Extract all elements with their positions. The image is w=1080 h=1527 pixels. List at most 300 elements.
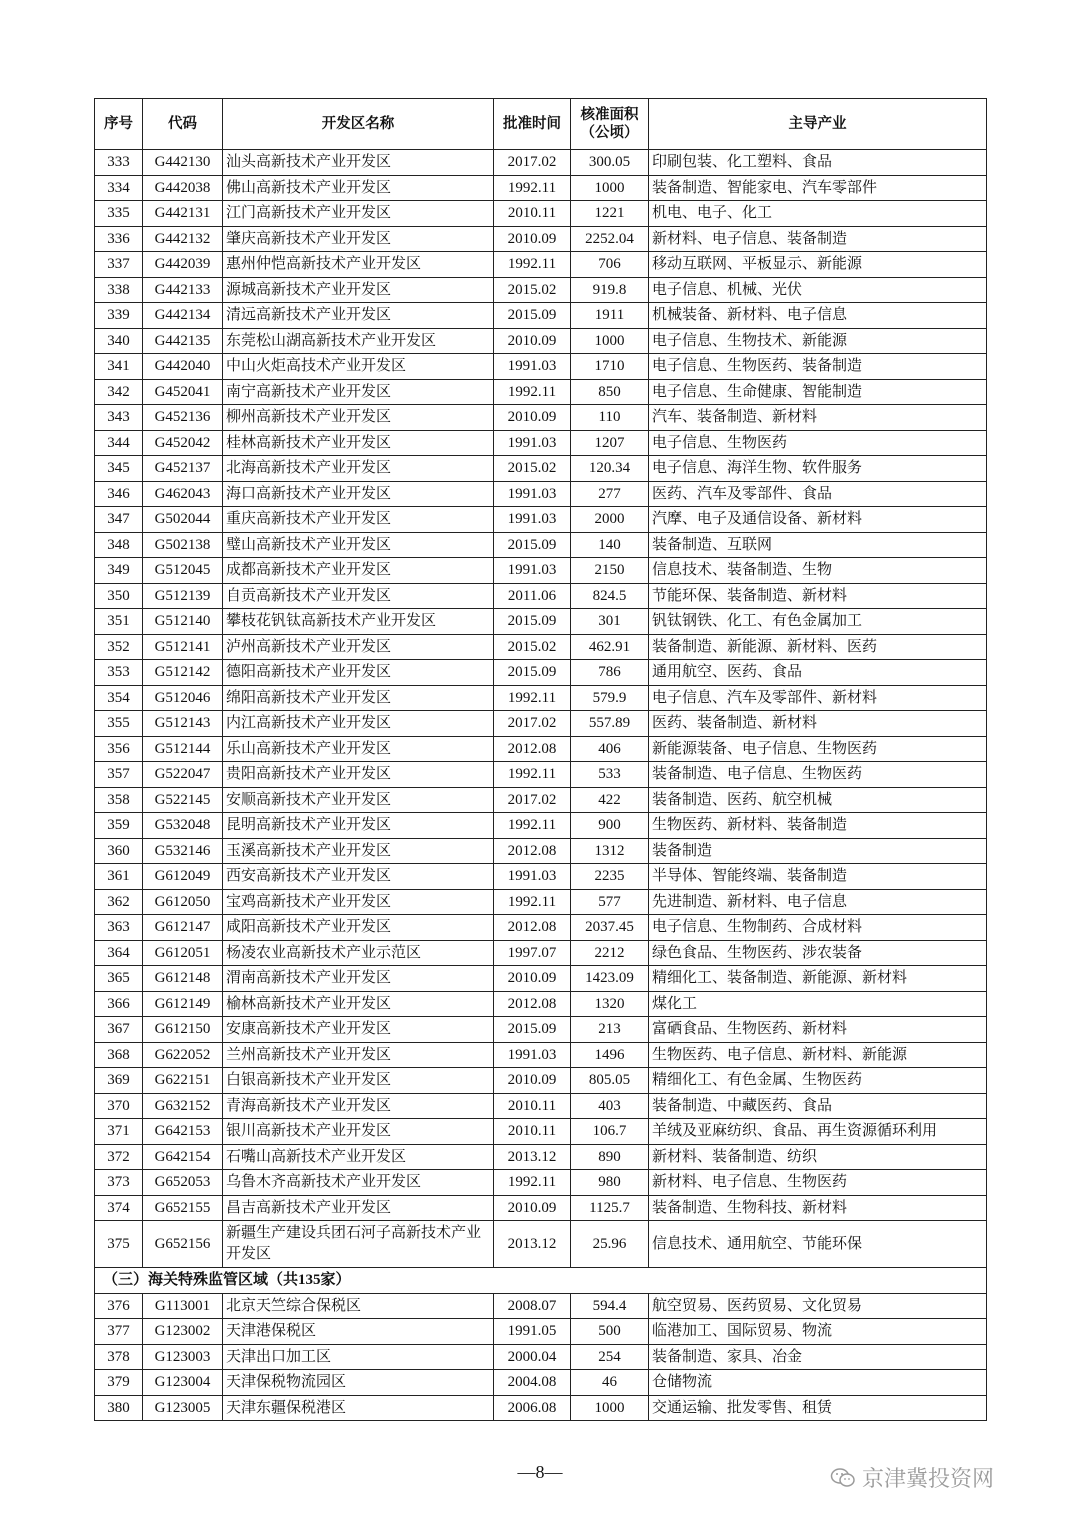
development-zone-table	[94, 98, 987, 1421]
cell-industry: 医药、装备制造、新材料	[649, 711, 987, 737]
cell-industry: 生物医药、电子信息、新材料、新能源	[649, 1042, 987, 1068]
cell-approval-date: 1991.03	[494, 558, 571, 584]
cell-area: 25.96	[571, 1221, 649, 1268]
cell-approval-date: 2010.09	[494, 226, 571, 252]
cell-index: 349	[95, 558, 143, 584]
cell-code: G123005	[143, 1395, 223, 1421]
cell-approval-date: 2015.09	[494, 609, 571, 635]
cell-index: 358	[95, 787, 143, 813]
table-row	[95, 150, 987, 176]
table-row	[95, 991, 987, 1017]
cell-approval-date: 1991.03	[494, 507, 571, 533]
table-row	[95, 813, 987, 839]
cell-approval-date: 2010.09	[494, 1195, 571, 1221]
cell-index: 348	[95, 532, 143, 558]
cell-code: G442135	[143, 328, 223, 354]
cell-zone-name: 桂林高新技术产业开发区	[223, 430, 494, 456]
cell-area: 1221	[571, 201, 649, 227]
cell-index: 343	[95, 405, 143, 431]
cell-approval-date: 2010.11	[494, 1093, 571, 1119]
table-header-row	[95, 99, 987, 150]
cell-index: 353	[95, 660, 143, 686]
cell-index: 372	[95, 1144, 143, 1170]
cell-industry: 新材料、电子信息、装备制造	[649, 226, 987, 252]
cell-industry: 精细化工、装备制造、新能源、新材料	[649, 966, 987, 992]
cell-approval-date: 1992.11	[494, 813, 571, 839]
cell-zone-name: 绵阳高新技术产业开发区	[223, 685, 494, 711]
cell-index: 371	[95, 1119, 143, 1145]
cell-industry: 节能环保、装备制造、新材料	[649, 583, 987, 609]
cell-index: 377	[95, 1319, 143, 1345]
table-row	[95, 1370, 987, 1396]
cell-code: G442038	[143, 175, 223, 201]
cell-area: 500	[571, 1319, 649, 1345]
cell-code: G512143	[143, 711, 223, 737]
cell-approval-date: 1997.07	[494, 940, 571, 966]
table-row	[95, 1119, 987, 1145]
cell-code: G612149	[143, 991, 223, 1017]
cell-approval-date: 2015.09	[494, 303, 571, 329]
cell-zone-name: 佛山高新技术产业开发区	[223, 175, 494, 201]
cell-code: G452041	[143, 379, 223, 405]
cell-code: G442133	[143, 277, 223, 303]
cell-area: 2000	[571, 507, 649, 533]
cell-approval-date: 2010.11	[494, 201, 571, 227]
cell-zone-name: 源城高新技术产业开发区	[223, 277, 494, 303]
table-row	[95, 226, 987, 252]
cell-industry: 半导体、智能终端、装备制造	[649, 864, 987, 890]
cell-approval-date: 2010.09	[494, 328, 571, 354]
cell-code: G632152	[143, 1093, 223, 1119]
header-approval-date: 批准时间	[494, 99, 571, 150]
cell-code: G652053	[143, 1170, 223, 1196]
cell-industry: 电子信息、生物医药	[649, 430, 987, 456]
cell-index: 380	[95, 1395, 143, 1421]
cell-area: 462.91	[571, 634, 649, 660]
cell-area: 850	[571, 379, 649, 405]
cell-index: 378	[95, 1344, 143, 1370]
cell-industry: 装备制造、新能源、新材料、医药	[649, 634, 987, 660]
cell-area: 2037.45	[571, 915, 649, 941]
page-number: —8—	[517, 1462, 563, 1482]
cell-index: 333	[95, 150, 143, 176]
table-row	[95, 1170, 987, 1196]
cell-code: G512141	[143, 634, 223, 660]
cell-code: G622052	[143, 1042, 223, 1068]
cell-industry: 医药、汽车及零部件、食品	[649, 481, 987, 507]
cell-zone-name: 泸州高新技术产业开发区	[223, 634, 494, 660]
cell-area: 120.34	[571, 456, 649, 482]
table-row	[95, 405, 987, 431]
cell-index: 364	[95, 940, 143, 966]
cell-code: G512144	[143, 736, 223, 762]
cell-approval-date: 2010.09	[494, 405, 571, 431]
cell-index: 345	[95, 456, 143, 482]
cell-area: 300.05	[571, 150, 649, 176]
cell-code: G452136	[143, 405, 223, 431]
cell-approval-date: 1992.11	[494, 1170, 571, 1196]
cell-industry: 电子信息、生物技术、新能源	[649, 328, 987, 354]
cell-index: 340	[95, 328, 143, 354]
cell-zone-name: 德阳高新技术产业开发区	[223, 660, 494, 686]
cell-index: 368	[95, 1042, 143, 1068]
cell-zone-name: 南宁高新技术产业开发区	[223, 379, 494, 405]
cell-industry: 装备制造	[649, 838, 987, 864]
cell-industry: 煤化工	[649, 991, 987, 1017]
cell-area: 579.9	[571, 685, 649, 711]
cell-industry: 通用航空、医药、食品	[649, 660, 987, 686]
cell-index: 363	[95, 915, 143, 941]
table-row	[95, 762, 987, 788]
table-row	[95, 430, 987, 456]
cell-code: G612148	[143, 966, 223, 992]
table-row	[95, 787, 987, 813]
table-row	[95, 634, 987, 660]
cell-index: 373	[95, 1170, 143, 1196]
cell-approval-date: 2017.02	[494, 711, 571, 737]
cell-zone-name: 昆明高新技术产业开发区	[223, 813, 494, 839]
cell-zone-name: 北京天竺综合保税区	[223, 1293, 494, 1319]
cell-zone-name: 乌鲁木齐高新技术产业开发区	[223, 1170, 494, 1196]
cell-code: G502044	[143, 507, 223, 533]
cell-code: G532048	[143, 813, 223, 839]
cell-zone-name: 惠州仲恺高新技术产业开发区	[223, 252, 494, 278]
cell-area: 1000	[571, 1395, 649, 1421]
cell-zone-name: 汕头高新技术产业开发区	[223, 150, 494, 176]
table-row	[95, 838, 987, 864]
cell-area: 900	[571, 813, 649, 839]
cell-approval-date: 2004.08	[494, 1370, 571, 1396]
cell-approval-date: 1991.03	[494, 430, 571, 456]
cell-industry: 绿色食品、生物医药、涉农装备	[649, 940, 987, 966]
table-row	[95, 1221, 987, 1268]
cell-approval-date: 1991.03	[494, 864, 571, 890]
cell-approval-date: 2012.08	[494, 736, 571, 762]
table-row	[95, 609, 987, 635]
table-row	[95, 379, 987, 405]
table-row	[95, 481, 987, 507]
cell-industry: 交通运输、批发零售、租赁	[649, 1395, 987, 1421]
cell-industry: 机电、电子、化工	[649, 201, 987, 227]
cell-zone-name: 昌吉高新技术产业开发区	[223, 1195, 494, 1221]
cell-index: 341	[95, 354, 143, 380]
cell-area: 706	[571, 252, 649, 278]
cell-index: 362	[95, 889, 143, 915]
table-row	[95, 1068, 987, 1094]
cell-code: G442130	[143, 150, 223, 176]
section-title: （三）海关特殊监管区域（共135家）	[95, 1268, 987, 1294]
cell-zone-name: 内江高新技术产业开发区	[223, 711, 494, 737]
cell-index: 351	[95, 609, 143, 635]
cell-zone-name: 自贡高新技术产业开发区	[223, 583, 494, 609]
cell-code: G442039	[143, 252, 223, 278]
cell-index: 354	[95, 685, 143, 711]
cell-code: G512046	[143, 685, 223, 711]
cell-industry: 汽摩、电子及通信设备、新材料	[649, 507, 987, 533]
table-row	[95, 940, 987, 966]
cell-industry: 电子信息、海洋生物、软件服务	[649, 456, 987, 482]
cell-index: 365	[95, 966, 143, 992]
cell-approval-date: 2011.06	[494, 583, 571, 609]
cell-zone-name: 攀枝花钒钛高新技术产业开发区	[223, 609, 494, 635]
cell-zone-name: 清远高新技术产业开发区	[223, 303, 494, 329]
cell-industry: 电子信息、生物制药、合成材料	[649, 915, 987, 941]
cell-code: G442131	[143, 201, 223, 227]
cell-zone-name: 天津港保税区	[223, 1319, 494, 1345]
cell-code: G642153	[143, 1119, 223, 1145]
cell-code: G612147	[143, 915, 223, 941]
cell-approval-date: 2015.02	[494, 634, 571, 660]
cell-zone-name: 北海高新技术产业开发区	[223, 456, 494, 482]
cell-industry: 移动互联网、平板显示、新能源	[649, 252, 987, 278]
cell-index: 357	[95, 762, 143, 788]
header-approved-area: 核准面积（公顷）	[571, 99, 649, 150]
cell-approval-date: 2017.02	[494, 150, 571, 176]
cell-area: 140	[571, 532, 649, 558]
cell-zone-name: 杨凌农业高新技术产业示范区	[223, 940, 494, 966]
cell-approval-date: 2013.12	[494, 1144, 571, 1170]
cell-industry: 航空贸易、医药贸易、文化贸易	[649, 1293, 987, 1319]
cell-area: 2235	[571, 864, 649, 890]
cell-code: G642154	[143, 1144, 223, 1170]
cell-industry: 电子信息、机械、光伏	[649, 277, 987, 303]
table-row	[95, 889, 987, 915]
cell-index: 334	[95, 175, 143, 201]
cell-industry: 新材料、电子信息、生物医药	[649, 1170, 987, 1196]
cell-industry: 新能源装备、电子信息、生物医药	[649, 736, 987, 762]
table-row	[95, 660, 987, 686]
cell-code: G612050	[143, 889, 223, 915]
table-row	[95, 1144, 987, 1170]
cell-industry: 生物医药、新材料、装备制造	[649, 813, 987, 839]
cell-approval-date: 1992.11	[494, 762, 571, 788]
cell-industry: 先进制造、新材料、电子信息	[649, 889, 987, 915]
cell-index: 379	[95, 1370, 143, 1396]
cell-code: G442134	[143, 303, 223, 329]
cell-approval-date: 2012.08	[494, 915, 571, 941]
section-row	[95, 1268, 987, 1294]
table-row	[95, 558, 987, 584]
cell-index: 355	[95, 711, 143, 737]
cell-approval-date: 1992.11	[494, 252, 571, 278]
table-row	[95, 201, 987, 227]
cell-area: 403	[571, 1093, 649, 1119]
cell-approval-date: 2010.09	[494, 966, 571, 992]
cell-approval-date: 2015.02	[494, 277, 571, 303]
table-row	[95, 583, 987, 609]
cell-area: 1207	[571, 430, 649, 456]
cell-area: 254	[571, 1344, 649, 1370]
cell-industry: 钒钛钢铁、化工、有色金属加工	[649, 609, 987, 635]
cell-approval-date: 2015.02	[494, 456, 571, 482]
cell-approval-date: 2000.04	[494, 1344, 571, 1370]
cell-code: G123002	[143, 1319, 223, 1345]
cell-area: 2150	[571, 558, 649, 584]
cell-industry: 汽车、装备制造、新材料	[649, 405, 987, 431]
cell-code: G502138	[143, 532, 223, 558]
cell-area: 577	[571, 889, 649, 915]
cell-area: 2252.04	[571, 226, 649, 252]
cell-code: G512045	[143, 558, 223, 584]
cell-index: 369	[95, 1068, 143, 1094]
header-zone-name: 开发区名称	[223, 99, 494, 150]
cell-index: 374	[95, 1195, 143, 1221]
cell-zone-name: 安康高新技术产业开发区	[223, 1017, 494, 1043]
cell-industry: 装备制造、智能家电、汽车零部件	[649, 175, 987, 201]
cell-approval-date: 2008.07	[494, 1293, 571, 1319]
cell-index: 339	[95, 303, 143, 329]
table-row	[95, 685, 987, 711]
table-row	[95, 864, 987, 890]
cell-zone-name: 安顺高新技术产业开发区	[223, 787, 494, 813]
cell-index: 360	[95, 838, 143, 864]
cell-index: 336	[95, 226, 143, 252]
cell-approval-date: 1991.03	[494, 354, 571, 380]
header-index: 序号	[95, 99, 143, 150]
cell-zone-name: 玉溪高新技术产业开发区	[223, 838, 494, 864]
cell-area: 919.8	[571, 277, 649, 303]
table-row	[95, 507, 987, 533]
table-row	[95, 532, 987, 558]
cell-code: G512139	[143, 583, 223, 609]
cell-area: 1496	[571, 1042, 649, 1068]
cell-code: G652155	[143, 1195, 223, 1221]
table-row	[95, 1344, 987, 1370]
cell-area: 106.7	[571, 1119, 649, 1145]
cell-code: G512140	[143, 609, 223, 635]
cell-area: 277	[571, 481, 649, 507]
cell-area: 422	[571, 787, 649, 813]
cell-industry: 装备制造、家具、冶金	[649, 1344, 987, 1370]
table-row	[95, 252, 987, 278]
cell-code: G522047	[143, 762, 223, 788]
cell-zone-name: 中山火炬高技术产业开发区	[223, 354, 494, 380]
cell-area: 1423.09	[571, 966, 649, 992]
cell-area: 594.4	[571, 1293, 649, 1319]
cell-approval-date: 1992.11	[494, 379, 571, 405]
cell-approval-date: 2015.09	[494, 1017, 571, 1043]
cell-index: 375	[95, 1221, 143, 1268]
cell-area: 46	[571, 1370, 649, 1396]
cell-approval-date: 2006.08	[494, 1395, 571, 1421]
cell-area: 1125.7	[571, 1195, 649, 1221]
cell-industry: 装备制造、电子信息、生物医药	[649, 762, 987, 788]
cell-area: 1000	[571, 328, 649, 354]
cell-area: 980	[571, 1170, 649, 1196]
header-leading-industry: 主导产业	[649, 99, 987, 150]
cell-area: 1000	[571, 175, 649, 201]
cell-zone-name: 东莞松山湖高新技术产业开发区	[223, 328, 494, 354]
cell-zone-name: 银川高新技术产业开发区	[223, 1119, 494, 1145]
cell-approval-date: 2017.02	[494, 787, 571, 813]
cell-zone-name: 海口高新技术产业开发区	[223, 481, 494, 507]
cell-code: G532146	[143, 838, 223, 864]
cell-code: G113001	[143, 1293, 223, 1319]
cell-code: G522145	[143, 787, 223, 813]
cell-zone-name: 成都高新技术产业开发区	[223, 558, 494, 584]
cell-approval-date: 2010.11	[494, 1119, 571, 1145]
cell-index: 352	[95, 634, 143, 660]
table-row	[95, 175, 987, 201]
table-row	[95, 1195, 987, 1221]
table-row	[95, 328, 987, 354]
cell-industry: 装备制造、医药、航空机械	[649, 787, 987, 813]
cell-code: G452042	[143, 430, 223, 456]
cell-zone-name: 乐山高新技术产业开发区	[223, 736, 494, 762]
cell-index: 338	[95, 277, 143, 303]
table-row	[95, 1395, 987, 1421]
cell-industry: 仓储物流	[649, 1370, 987, 1396]
cell-industry: 机械装备、新材料、电子信息	[649, 303, 987, 329]
cell-index: 366	[95, 991, 143, 1017]
cell-code: G612049	[143, 864, 223, 890]
cell-zone-name: 肇庆高新技术产业开发区	[223, 226, 494, 252]
cell-zone-name: 贵阳高新技术产业开发区	[223, 762, 494, 788]
cell-area: 1312	[571, 838, 649, 864]
cell-area: 110	[571, 405, 649, 431]
cell-industry: 电子信息、生命健康、智能制造	[649, 379, 987, 405]
cell-industry: 装备制造、生物科技、新材料	[649, 1195, 987, 1221]
cell-code: G462043	[143, 481, 223, 507]
table-row	[95, 915, 987, 941]
cell-index: 376	[95, 1293, 143, 1319]
cell-industry: 富硒食品、生物医药、新材料	[649, 1017, 987, 1043]
cell-industry: 羊绒及亚麻纺织、食品、再生资源循环利用	[649, 1119, 987, 1145]
cell-approval-date: 1991.05	[494, 1319, 571, 1345]
cell-area: 2212	[571, 940, 649, 966]
cell-index: 356	[95, 736, 143, 762]
cell-zone-name: 青海高新技术产业开发区	[223, 1093, 494, 1119]
cell-zone-name: 榆林高新技术产业开发区	[223, 991, 494, 1017]
cell-code: G123003	[143, 1344, 223, 1370]
cell-zone-name: 重庆高新技术产业开发区	[223, 507, 494, 533]
cell-industry: 装备制造、中藏医药、食品	[649, 1093, 987, 1119]
cell-index: 344	[95, 430, 143, 456]
cell-zone-name: 柳州高新技术产业开发区	[223, 405, 494, 431]
watermark	[830, 1462, 994, 1493]
cell-approval-date: 2013.12	[494, 1221, 571, 1268]
table-row	[95, 456, 987, 482]
cell-area: 557.89	[571, 711, 649, 737]
cell-area: 805.05	[571, 1068, 649, 1094]
cell-industry: 信息技术、通用航空、节能环保	[649, 1221, 987, 1268]
table-row	[95, 1093, 987, 1119]
cell-index: 347	[95, 507, 143, 533]
cell-zone-name: 西安高新技术产业开发区	[223, 864, 494, 890]
cell-area: 213	[571, 1017, 649, 1043]
cell-zone-name: 白银高新技术产业开发区	[223, 1068, 494, 1094]
cell-code: G442040	[143, 354, 223, 380]
table-row	[95, 1042, 987, 1068]
cell-zone-name: 天津出口加工区	[223, 1344, 494, 1370]
cell-area: 301	[571, 609, 649, 635]
cell-industry: 印刷包装、化工塑料、食品	[649, 150, 987, 176]
cell-code: G612150	[143, 1017, 223, 1043]
wechat-icon	[830, 1467, 856, 1489]
cell-index: 359	[95, 813, 143, 839]
cell-area: 890	[571, 1144, 649, 1170]
cell-area: 533	[571, 762, 649, 788]
cell-industry: 临港加工、国际贸易、物流	[649, 1319, 987, 1345]
cell-industry: 精细化工、有色金属、生物医药	[649, 1068, 987, 1094]
cell-code: G622151	[143, 1068, 223, 1094]
cell-approval-date: 2010.09	[494, 1068, 571, 1094]
table-row	[95, 1017, 987, 1043]
cell-index: 350	[95, 583, 143, 609]
cell-approval-date: 1992.11	[494, 175, 571, 201]
cell-zone-name: 兰州高新技术产业开发区	[223, 1042, 494, 1068]
cell-zone-name: 璧山高新技术产业开发区	[223, 532, 494, 558]
